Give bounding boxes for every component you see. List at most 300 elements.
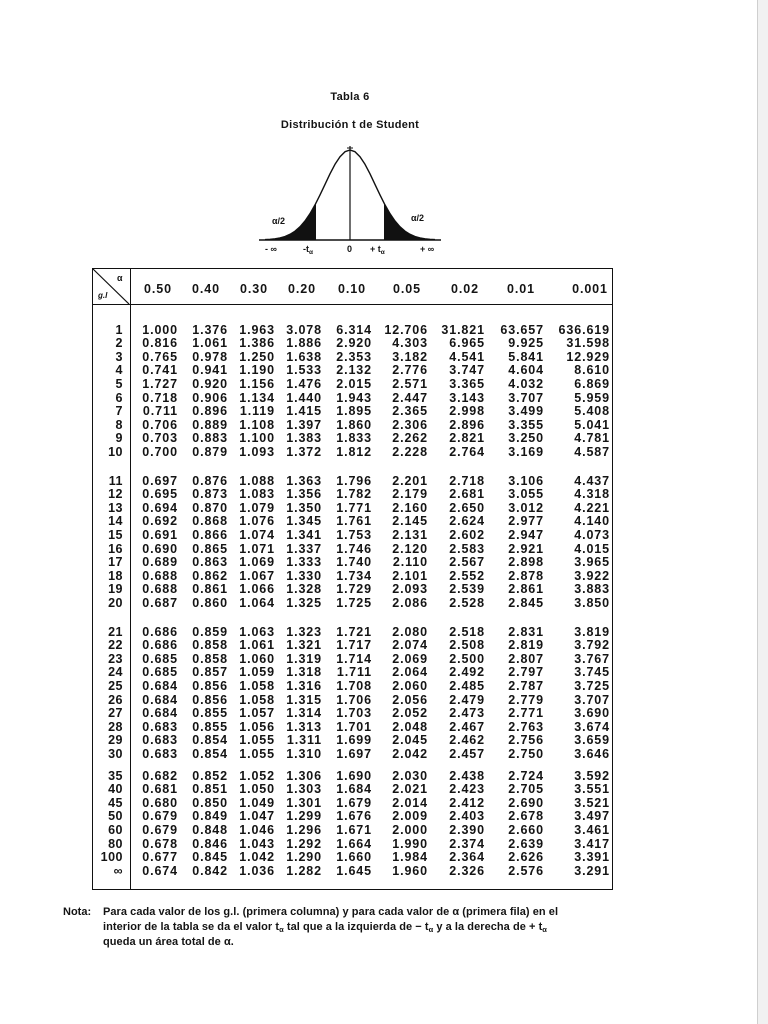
- table-cell: 1.833: [336, 431, 372, 446]
- table-cell: 4.437: [574, 473, 610, 488]
- table-row: [92, 865, 613, 878]
- table-cell: 1.746: [336, 541, 372, 556]
- degrees-of-freedom-label: 11: [108, 473, 123, 488]
- table-cell: 3.659: [574, 733, 610, 748]
- table-cell: 2.500: [449, 651, 485, 666]
- table-cell: 1.990: [392, 836, 428, 851]
- table-cell: 2.048: [392, 719, 428, 734]
- table-cell: 2.878: [508, 568, 544, 583]
- table-cell: 1.290: [286, 850, 322, 865]
- table-row: [92, 824, 613, 837]
- degrees-of-freedom-label: 8: [115, 417, 123, 432]
- table-cell: 0.677: [142, 850, 178, 865]
- table-cell: 1.059: [239, 665, 275, 680]
- table-cell: 0.920: [192, 376, 228, 391]
- table-cell: 0.859: [192, 624, 228, 639]
- table-cell: 5.959: [574, 390, 610, 405]
- table-cell: 3.725: [574, 678, 610, 693]
- column-header-alpha: 0.10: [338, 282, 366, 296]
- table-cell: 12.706: [384, 322, 428, 337]
- table-row: [92, 364, 613, 377]
- table-cell: 1.296: [286, 822, 322, 837]
- table-cell: 4.587: [574, 445, 610, 460]
- table-cell: 0.848: [192, 822, 228, 837]
- table-cell: 2.326: [449, 863, 485, 878]
- table-cell: 0.876: [192, 473, 228, 488]
- table-row: [92, 337, 613, 350]
- table-row: [92, 515, 613, 528]
- table-cell: 3.182: [392, 349, 428, 364]
- table-cell: 1.047: [239, 809, 275, 824]
- table-cell: 1.350: [286, 500, 322, 515]
- table-cell: 2.060: [392, 678, 428, 693]
- table-cell: 0.711: [142, 404, 178, 419]
- table-cell: 1.363: [286, 473, 322, 488]
- table-cell: 2.093: [392, 582, 428, 597]
- table-cell: 3.551: [574, 782, 610, 797]
- table-cell: 3.690: [574, 706, 610, 721]
- table-cell: 1.895: [336, 404, 372, 419]
- table-cell: 6.965: [449, 336, 485, 351]
- table-cell: 3.965: [574, 555, 610, 570]
- table-cell: 1.963: [239, 322, 275, 337]
- table-cell: 0.873: [192, 487, 228, 502]
- table-cell: 2.074: [392, 638, 428, 653]
- table-cell: 1.088: [239, 473, 275, 488]
- table-cell: 2.228: [392, 445, 428, 460]
- table-cell: 0.889: [192, 417, 228, 432]
- table-cell: 2.160: [392, 500, 428, 515]
- table-cell: 2.831: [508, 624, 544, 639]
- table-cell: 0.860: [192, 596, 228, 611]
- table-cell: 2.724: [508, 768, 544, 783]
- table-cell: 2.602: [449, 527, 485, 542]
- table-cell: 1.706: [336, 692, 372, 707]
- axis-label-plus-t-alpha: + $t_\alpha$: [370, 244, 385, 256]
- table-cell: 1.064: [239, 596, 275, 611]
- table-cell: 0.978: [192, 349, 228, 364]
- degrees-of-freedom-label: 28: [108, 719, 123, 734]
- table-row: [92, 392, 613, 405]
- table-cell: 2.423: [449, 782, 485, 797]
- table-cell: 1.313: [286, 719, 322, 734]
- table-cell: 2.015: [336, 376, 372, 391]
- table-row: [92, 707, 613, 720]
- table-cell: 0.697: [142, 473, 178, 488]
- table-cell: 0.854: [192, 747, 228, 762]
- degrees-of-freedom-label: 3: [115, 349, 123, 364]
- table-cell: 1.476: [286, 376, 322, 391]
- table-cell: 1.316: [286, 678, 322, 693]
- table-cell: 2.000: [392, 822, 428, 837]
- table-cell: 0.674: [142, 863, 178, 878]
- table-cell: 0.879: [192, 445, 228, 460]
- table-cell: 3.747: [449, 363, 485, 378]
- table-cell: 0.856: [192, 692, 228, 707]
- degrees-of-freedom-label: 2: [115, 336, 123, 351]
- table-cell: 1.699: [336, 733, 372, 748]
- table-row: [92, 597, 613, 610]
- table-cell: 1.282: [286, 863, 322, 878]
- table-cell: 636.619: [558, 322, 610, 337]
- table-cell: 0.862: [192, 568, 228, 583]
- table-cell: 0.682: [142, 768, 178, 783]
- table-cell: 4.303: [392, 336, 428, 351]
- table-cell: 1.376: [192, 322, 228, 337]
- table-cell: 2.977: [508, 514, 544, 529]
- table-cell: 3.674: [574, 719, 610, 734]
- table-cell: 3.391: [574, 850, 610, 865]
- table-cell: 4.140: [574, 514, 610, 529]
- table-cell: 1.000: [142, 322, 178, 337]
- note-line: interior de la tabla se da el valor $t_\alpha$ tal que a la izquierda de − $t_\alpha$ y a la derecha de + $t_\alpha$: [103, 921, 547, 934]
- table-row: [92, 583, 613, 596]
- table-row: [92, 810, 613, 823]
- table-cell: 0.855: [192, 719, 228, 734]
- table-cell: 2.412: [449, 795, 485, 810]
- table-cell: 0.856: [192, 678, 228, 693]
- table-cell: 0.854: [192, 733, 228, 748]
- table-row: [92, 446, 613, 459]
- column-header-alpha: 0.02: [451, 282, 479, 296]
- table-cell: 0.686: [142, 624, 178, 639]
- table-cell: 0.691: [142, 527, 178, 542]
- table-cell: 2.364: [449, 850, 485, 865]
- table-cell: 2.462: [449, 733, 485, 748]
- degrees-of-freedom-label: 100: [100, 850, 123, 865]
- degrees-of-freedom-label: 5: [115, 376, 123, 391]
- table-cell: 1.740: [336, 555, 372, 570]
- table-cell: 2.467: [449, 719, 485, 734]
- table-cell: 3.055: [508, 487, 544, 502]
- table-cell: 1.058: [239, 692, 275, 707]
- table-cell: 3.078: [286, 322, 322, 337]
- table-cell: 2.262: [392, 431, 428, 446]
- table-cell: 3.646: [574, 747, 610, 762]
- axis-label-zero: 0: [347, 244, 353, 254]
- table-cell: 1.886: [286, 336, 322, 351]
- table-cell: 1.372: [286, 445, 322, 460]
- table-cell: 1.074: [239, 527, 275, 542]
- table-cell: 1.057: [239, 706, 275, 721]
- table-cell: 1.333: [286, 555, 322, 570]
- corner-alpha-label: α: [117, 273, 123, 283]
- table-cell: 0.688: [142, 582, 178, 597]
- table-cell: 2.845: [508, 596, 544, 611]
- table-cell: 1.250: [239, 349, 275, 364]
- table-cell: 3.792: [574, 638, 610, 653]
- header-divider: [92, 304, 613, 305]
- table-cell: 1.119: [239, 404, 275, 419]
- table-cell: 1.134: [239, 390, 275, 405]
- table-cell: 0.906: [192, 390, 228, 405]
- table-cell: 0.851: [192, 782, 228, 797]
- table-cell: 1.325: [286, 596, 322, 611]
- table-cell: 1.190: [239, 363, 275, 378]
- table-cell: 0.687: [142, 596, 178, 611]
- table-cell: 1.060: [239, 651, 275, 666]
- table-cell: 2.921: [508, 541, 544, 556]
- table-cell: 0.695: [142, 487, 178, 502]
- table-cell: 0.718: [142, 390, 178, 405]
- table-row: [92, 680, 613, 693]
- table-cell: 2.485: [449, 678, 485, 693]
- table-cell: 1.306: [286, 768, 322, 783]
- table-cell: 1.638: [286, 349, 322, 364]
- table-cell: 0.816: [142, 336, 178, 351]
- table-cell: 6.314: [336, 322, 372, 337]
- table-row: [92, 734, 613, 747]
- degrees-of-freedom-label: 24: [108, 665, 123, 680]
- table-cell: 1.055: [239, 747, 275, 762]
- table-cell: 3.365: [449, 376, 485, 391]
- column-header-alpha: 0.30: [240, 282, 268, 296]
- table-row: [92, 419, 613, 432]
- table-cell: 1.703: [336, 706, 372, 721]
- degrees-of-freedom-label: 20: [108, 596, 123, 611]
- table-cell: 0.692: [142, 514, 178, 529]
- table-cell: 0.706: [142, 417, 178, 432]
- degrees-of-freedom-label: 60: [108, 822, 123, 837]
- table-cell: 1.100: [239, 431, 275, 446]
- table-cell: 0.684: [142, 692, 178, 707]
- table-cell: 3.417: [574, 836, 610, 851]
- table-row: [92, 570, 613, 583]
- table-cell: 0.857: [192, 665, 228, 680]
- table-row: [92, 432, 613, 445]
- table-cell: 0.883: [192, 431, 228, 446]
- corner-gl-label: g.l: [98, 291, 108, 300]
- table-cell: 0.683: [142, 733, 178, 748]
- table-cell: 1.660: [336, 850, 372, 865]
- table-cell: 0.685: [142, 665, 178, 680]
- table-cell: 2.390: [449, 822, 485, 837]
- table-cell: 2.539: [449, 582, 485, 597]
- table-cell: 1.690: [336, 768, 372, 783]
- table-cell: 1.093: [239, 445, 275, 460]
- table-cell: 2.896: [449, 417, 485, 432]
- table-cell: 2.030: [392, 768, 428, 783]
- degrees-of-freedom-label: 80: [108, 836, 123, 851]
- table-cell: 3.922: [574, 568, 610, 583]
- degrees-of-freedom-label: ∞: [113, 863, 123, 878]
- table-cell: 2.080: [392, 624, 428, 639]
- table-cell: 2.403: [449, 809, 485, 824]
- table-cell: 1.345: [286, 514, 322, 529]
- axis-label-minus-t-alpha: $-t_\alpha$: [303, 244, 313, 256]
- table-cell: 1.984: [392, 850, 428, 865]
- degrees-of-freedom-label: 35: [108, 768, 123, 783]
- table-cell: 1.734: [336, 568, 372, 583]
- table-cell: 1.440: [286, 390, 322, 405]
- table-cell: 3.707: [508, 390, 544, 405]
- table-cell: 1.315: [286, 692, 322, 707]
- table-cell: 0.852: [192, 768, 228, 783]
- table-cell: 5.841: [508, 349, 544, 364]
- table-cell: 1.860: [336, 417, 372, 432]
- table-cell: 1.156: [239, 376, 275, 391]
- table-cell: 2.042: [392, 747, 428, 762]
- table-cell: 2.447: [392, 390, 428, 405]
- degrees-of-freedom-label: 7: [115, 404, 123, 419]
- table-cell: 1.056: [239, 719, 275, 734]
- table-row: [92, 475, 613, 488]
- table-cell: 3.143: [449, 390, 485, 405]
- table-cell: 1.049: [239, 795, 275, 810]
- table-cell: 0.850: [192, 795, 228, 810]
- left-tail-alpha-label: α/2: [272, 216, 286, 226]
- table-row: [92, 694, 613, 707]
- table-cell: 0.868: [192, 514, 228, 529]
- degrees-of-freedom-label: 22: [108, 638, 123, 653]
- table-cell: 0.765: [142, 349, 178, 364]
- table-title: Distribución t de Student: [280, 119, 420, 131]
- table-cell: 0.861: [192, 582, 228, 597]
- table-cell: 3.291: [574, 863, 610, 878]
- table-cell: 2.201: [392, 473, 428, 488]
- degrees-of-freedom-label: 16: [108, 541, 123, 556]
- table-cell: 3.106: [508, 473, 544, 488]
- table-cell: 1.067: [239, 568, 275, 583]
- table-cell: 1.319: [286, 651, 322, 666]
- table-cell: 1.063: [239, 624, 275, 639]
- table-cell: 6.869: [574, 376, 610, 391]
- table-cell: 0.863: [192, 555, 228, 570]
- table-cell: 2.681: [449, 487, 485, 502]
- table-cell: 1.055: [239, 733, 275, 748]
- table-cell: 1.321: [286, 638, 322, 653]
- table-cell: 0.690: [142, 541, 178, 556]
- table-cell: 2.132: [336, 363, 372, 378]
- degrees-of-freedom-label: 4: [115, 363, 123, 378]
- table-cell: 1.796: [336, 473, 372, 488]
- table-cell: 1.079: [239, 500, 275, 515]
- table-cell: 4.318: [574, 487, 610, 502]
- degrees-of-freedom-label: 21: [108, 624, 123, 639]
- degrees-of-freedom-label: 50: [108, 809, 123, 824]
- table-cell: 2.086: [392, 596, 428, 611]
- table-cell: 1.061: [192, 336, 228, 351]
- table-cell: 0.700: [142, 445, 178, 460]
- table-cell: 1.727: [142, 376, 178, 391]
- table-cell: 2.518: [449, 624, 485, 639]
- table-cell: 0.865: [192, 541, 228, 556]
- table-cell: 1.328: [286, 582, 322, 597]
- table-row: [92, 405, 613, 418]
- table-cell: 4.541: [449, 349, 485, 364]
- table-cell: 1.812: [336, 445, 372, 460]
- degrees-of-freedom-label: 10: [108, 445, 123, 460]
- table-cell: 1.684: [336, 782, 372, 797]
- table-cell: 5.408: [574, 404, 610, 419]
- table-cell: 2.528: [449, 596, 485, 611]
- table-cell: 2.750: [508, 747, 544, 762]
- table-row: [92, 488, 613, 501]
- column-header-alpha: 0.50: [144, 282, 172, 296]
- degrees-of-freedom-label: 18: [108, 568, 123, 583]
- table-cell: 1.761: [336, 514, 372, 529]
- degrees-of-freedom-label: 26: [108, 692, 123, 707]
- table-cell: 0.688: [142, 568, 178, 583]
- table-cell: 2.365: [392, 404, 428, 419]
- table-cell: 2.763: [508, 719, 544, 734]
- table-cell: 2.678: [508, 809, 544, 824]
- table-cell: 1.664: [336, 836, 372, 851]
- table-cell: 3.250: [508, 431, 544, 446]
- table-cell: 1.708: [336, 678, 372, 693]
- table-cell: 1.341: [286, 527, 322, 542]
- table-cell: 3.012: [508, 500, 544, 515]
- table-cell: 0.685: [142, 651, 178, 666]
- table-cell: 2.779: [508, 692, 544, 707]
- table-cell: 2.179: [392, 487, 428, 502]
- table-cell: 2.819: [508, 638, 544, 653]
- table-cell: 2.898: [508, 555, 544, 570]
- table-cell: 0.849: [192, 809, 228, 824]
- degrees-of-freedom-label: 1: [115, 322, 123, 337]
- table-cell: 0.684: [142, 706, 178, 721]
- table-cell: 1.058: [239, 678, 275, 693]
- table-cell: 2.998: [449, 404, 485, 419]
- table-row: [92, 502, 613, 515]
- table-cell: 2.821: [449, 431, 485, 446]
- table-cell: 0.681: [142, 782, 178, 797]
- table-cell: 3.819: [574, 624, 610, 639]
- degrees-of-freedom-label: 13: [108, 500, 123, 515]
- degrees-of-freedom-label: 30: [108, 747, 123, 762]
- table-cell: 0.689: [142, 555, 178, 570]
- table-cell: 1.314: [286, 706, 322, 721]
- table-cell: 1.036: [239, 863, 275, 878]
- table-cell: 1.071: [239, 541, 275, 556]
- table-cell: 2.064: [392, 665, 428, 680]
- table-cell: 0.858: [192, 638, 228, 653]
- table-cell: 1.960: [392, 863, 428, 878]
- table-cell: 31.598: [566, 336, 610, 351]
- table-cell: 1.323: [286, 624, 322, 639]
- table-cell: 3.850: [574, 596, 610, 611]
- table-row: [92, 639, 613, 652]
- table-cell: 3.883: [574, 582, 610, 597]
- table-cell: 1.108: [239, 417, 275, 432]
- table-cell: 2.571: [392, 376, 428, 391]
- table-cell: 1.292: [286, 836, 322, 851]
- table-cell: 1.725: [336, 596, 372, 611]
- table-cell: 1.383: [286, 431, 322, 446]
- degrees-of-freedom-label: 12: [108, 487, 123, 502]
- table-cell: 2.056: [392, 692, 428, 707]
- table-cell: 3.767: [574, 651, 610, 666]
- table-row: [92, 666, 613, 679]
- table-cell: 3.497: [574, 809, 610, 824]
- table-cell: 0.896: [192, 404, 228, 419]
- table-row: [92, 378, 613, 391]
- table-cell: 0.683: [142, 747, 178, 762]
- degrees-of-freedom-label: 45: [108, 795, 123, 810]
- table-row: [92, 556, 613, 569]
- table-row: [92, 797, 613, 810]
- table-cell: 3.592: [574, 768, 610, 783]
- table-cell: 2.718: [449, 473, 485, 488]
- table-cell: 2.021: [392, 782, 428, 797]
- table-cell: 9.925: [508, 336, 544, 351]
- note-line: Para cada valor de los g.l. (primera columna) y para cada valor de α (primera fila) en el: [103, 906, 559, 918]
- table-cell: 2.650: [449, 500, 485, 515]
- table-row: [92, 721, 613, 734]
- column-header-alpha: 0.40: [192, 282, 220, 296]
- degrees-of-freedom-label: 9: [115, 431, 123, 446]
- table-cell: 1.061: [239, 638, 275, 653]
